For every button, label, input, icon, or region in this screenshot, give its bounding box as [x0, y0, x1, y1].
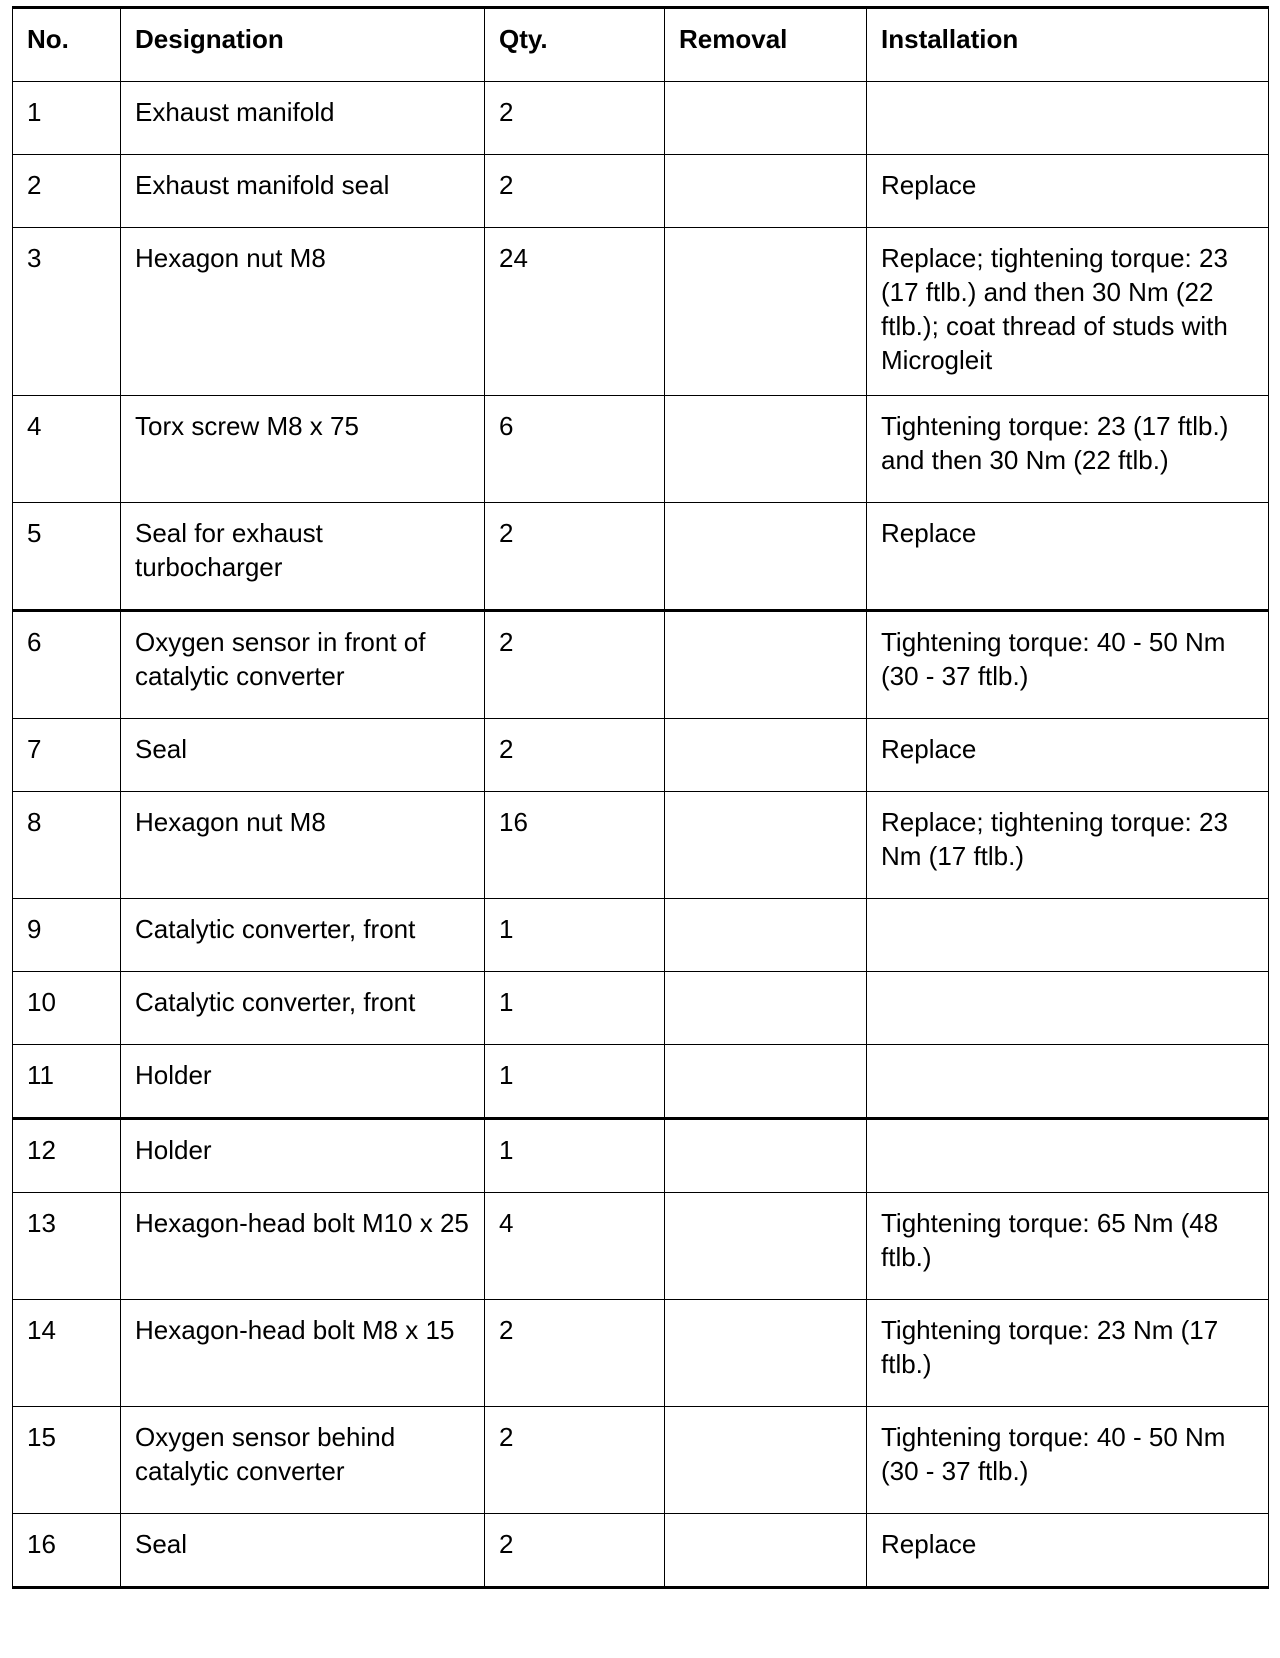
- cell-no: 3: [13, 228, 121, 396]
- table-row: [13, 611, 1269, 719]
- cell-qty: 2: [485, 503, 665, 611]
- cell-no: 5: [13, 503, 121, 611]
- cell-qty: 2: [485, 719, 665, 792]
- table-row: [13, 1407, 1269, 1514]
- header-no: No.: [13, 8, 121, 82]
- cell-installation: Tightening torque: 40 - 50 Nm (30 - 37 ftlb.): [867, 611, 1269, 719]
- table-row: [13, 503, 1269, 611]
- cell-designation: Catalytic converter, front: [121, 899, 485, 972]
- header-installation: Installation: [867, 8, 1269, 82]
- cell-removal: [665, 82, 867, 155]
- table-body: [13, 82, 1269, 1588]
- cell-qty: 4: [485, 1193, 665, 1300]
- cell-installation: Replace: [867, 1514, 1269, 1588]
- cell-removal: [665, 228, 867, 396]
- table-row: [13, 1300, 1269, 1407]
- cell-no: 8: [13, 792, 121, 899]
- table-row: [13, 719, 1269, 792]
- cell-removal: [665, 972, 867, 1045]
- cell-designation: Hexagon-head bolt M10 x 25: [121, 1193, 485, 1300]
- cell-removal: [665, 1119, 867, 1193]
- cell-no: 9: [13, 899, 121, 972]
- cell-no: 12: [13, 1119, 121, 1193]
- table-row: [13, 1514, 1269, 1588]
- cell-qty: 6: [485, 396, 665, 503]
- cell-qty: 2: [485, 1407, 665, 1514]
- cell-installation: Tightening torque: 23 (17 ftlb.) and then 30 Nm (22 ftlb.): [867, 396, 1269, 503]
- cell-designation: Exhaust manifold seal: [121, 155, 485, 228]
- cell-installation: [867, 972, 1269, 1045]
- cell-no: 7: [13, 719, 121, 792]
- header-removal: Removal: [665, 8, 867, 82]
- cell-removal: [665, 1045, 867, 1119]
- cell-installation: Tightening torque: 40 - 50 Nm (30 - 37 ftlb.): [867, 1407, 1269, 1514]
- table-row: [13, 792, 1269, 899]
- cell-removal: [665, 1193, 867, 1300]
- cell-designation: Hexagon nut M8: [121, 228, 485, 396]
- cell-removal: [665, 1407, 867, 1514]
- cell-removal: [665, 155, 867, 228]
- cell-designation: Seal: [121, 719, 485, 792]
- cell-no: 14: [13, 1300, 121, 1407]
- cell-installation: Tightening torque: 23 Nm (17 ftlb.): [867, 1300, 1269, 1407]
- cell-installation: Replace; tightening torque: 23 (17 ftlb.) and then 30 Nm (22 ftlb.); coat thread of studs with Microgleit: [867, 228, 1269, 396]
- cell-no: 16: [13, 1514, 121, 1588]
- table-row: [13, 1045, 1269, 1119]
- cell-no: 6: [13, 611, 121, 719]
- cell-qty: 2: [485, 82, 665, 155]
- cell-qty: 1: [485, 899, 665, 972]
- header-qty: Qty.: [485, 8, 665, 82]
- cell-designation: Torx screw M8 x 75: [121, 396, 485, 503]
- cell-installation: [867, 1045, 1269, 1119]
- cell-removal: [665, 1300, 867, 1407]
- table-row: [13, 899, 1269, 972]
- cell-designation: Catalytic converter, front: [121, 972, 485, 1045]
- header-designation: Designation: [121, 8, 485, 82]
- cell-installation: [867, 1119, 1269, 1193]
- cell-designation: Exhaust manifold: [121, 82, 485, 155]
- cell-designation: Holder: [121, 1119, 485, 1193]
- cell-removal: [665, 396, 867, 503]
- cell-qty: 2: [485, 1300, 665, 1407]
- cell-designation: Oxygen sensor behind catalytic converter: [121, 1407, 485, 1514]
- cell-no: 2: [13, 155, 121, 228]
- cell-no: 10: [13, 972, 121, 1045]
- cell-designation: Oxygen sensor in front of catalytic converter: [121, 611, 485, 719]
- cell-removal: [665, 503, 867, 611]
- table-header-row: [13, 8, 1269, 82]
- table-row: [13, 1119, 1269, 1193]
- cell-qty: 24: [485, 228, 665, 396]
- cell-installation: Tightening torque: 65 Nm (48 ftlb.): [867, 1193, 1269, 1300]
- cell-installation: Replace: [867, 719, 1269, 792]
- parts-table: [12, 6, 1269, 1589]
- cell-installation: Replace: [867, 503, 1269, 611]
- cell-installation: [867, 82, 1269, 155]
- table-row: [13, 82, 1269, 155]
- cell-removal: [665, 792, 867, 899]
- cell-designation: Holder: [121, 1045, 485, 1119]
- cell-qty: 2: [485, 155, 665, 228]
- cell-qty: 1: [485, 1045, 665, 1119]
- cell-removal: [665, 899, 867, 972]
- cell-no: 4: [13, 396, 121, 503]
- cell-no: 1: [13, 82, 121, 155]
- cell-installation: Replace: [867, 155, 1269, 228]
- table-row: [13, 972, 1269, 1045]
- cell-designation: Seal: [121, 1514, 485, 1588]
- cell-no: 11: [13, 1045, 121, 1119]
- cell-designation: Seal for exhaust turbocharger: [121, 503, 485, 611]
- cell-removal: [665, 719, 867, 792]
- cell-removal: [665, 611, 867, 719]
- cell-no: 15: [13, 1407, 121, 1514]
- cell-qty: 2: [485, 611, 665, 719]
- table-row: [13, 1193, 1269, 1300]
- cell-installation: Replace; tightening torque: 23 Nm (17 ftlb.): [867, 792, 1269, 899]
- table-row: [13, 228, 1269, 396]
- cell-qty: 1: [485, 972, 665, 1045]
- cell-designation: Hexagon-head bolt M8 x 15: [121, 1300, 485, 1407]
- cell-no: 13: [13, 1193, 121, 1300]
- cell-removal: [665, 1514, 867, 1588]
- cell-qty: 2: [485, 1514, 665, 1588]
- table-row: [13, 396, 1269, 503]
- table-row: [13, 155, 1269, 228]
- cell-qty: 1: [485, 1119, 665, 1193]
- cell-qty: 16: [485, 792, 665, 899]
- cell-installation: [867, 899, 1269, 972]
- cell-designation: Hexagon nut M8: [121, 792, 485, 899]
